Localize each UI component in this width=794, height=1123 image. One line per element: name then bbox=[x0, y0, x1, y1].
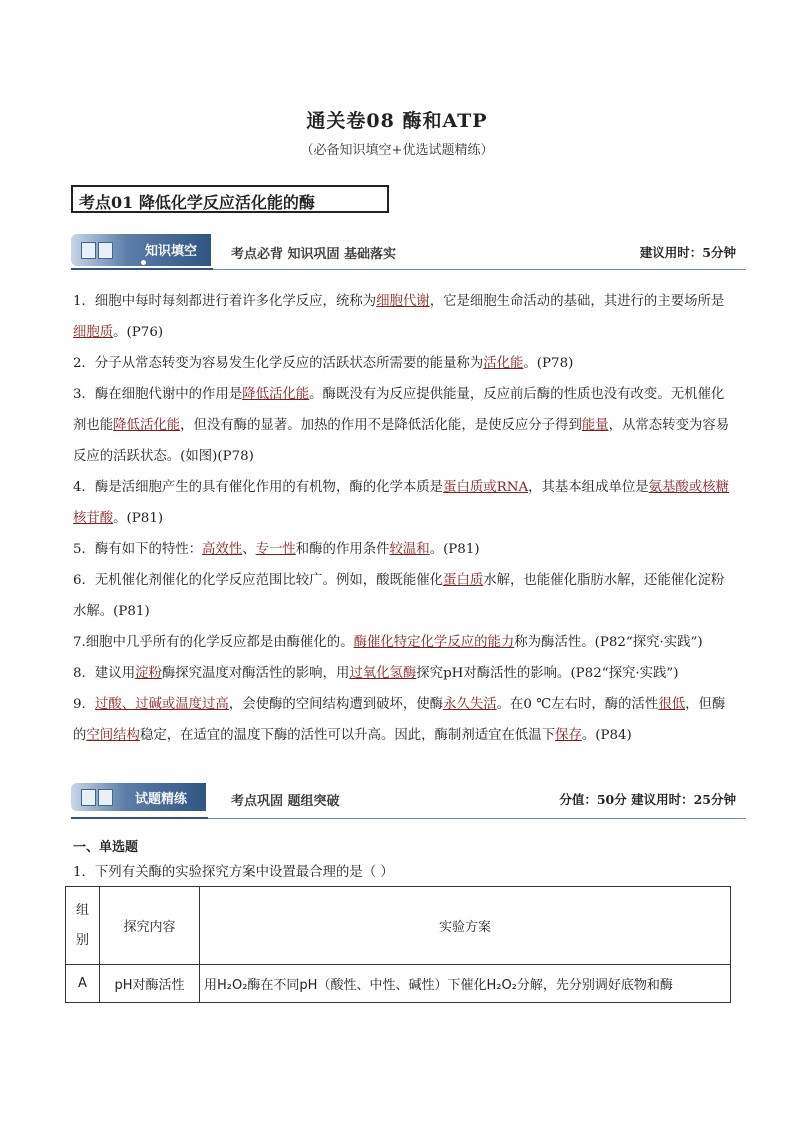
item-text: ，其基本组成单位是 bbox=[528, 480, 649, 495]
item-text: ，但没有酶的显著。加热的作用不是降低活化能，是使反应分子得到 bbox=[180, 418, 582, 433]
page-subtitle: （必备知识填空+优选试题精练） bbox=[300, 143, 494, 158]
row-content: pH对酶活性 bbox=[100, 965, 200, 1003]
item-text: 。酶既没有为反应提供能量，反应前后酶的性质也没有改变。无机催化剂也能 bbox=[73, 387, 725, 433]
row-group: A bbox=[66, 965, 100, 1003]
answer-blank: 专一性 bbox=[255, 542, 296, 557]
table-header-row bbox=[66, 887, 731, 965]
item-text: 3．酶在细胞代谢中的作用是 bbox=[73, 387, 243, 402]
item-text: ，会使酶的空间结构遭到破坏，使酶 bbox=[228, 697, 444, 712]
answer-blank: 很低 bbox=[658, 697, 686, 712]
experiment-table bbox=[65, 886, 731, 1003]
answer-blank: 永久失活 bbox=[443, 697, 497, 712]
answer-blank: 细胞代谢 bbox=[376, 294, 430, 309]
banner-divider-accent bbox=[71, 817, 208, 819]
item-text: 9． bbox=[73, 697, 95, 712]
kaodian-heading: 考点01 降低化学反应活化能的酶 bbox=[71, 185, 389, 213]
banner-divider-accent bbox=[71, 268, 213, 270]
answer-blank: 活化能 bbox=[483, 356, 524, 371]
answer-blank: 蛋白质或RNA bbox=[443, 480, 529, 495]
item-text: 7.细胞中几乎所有的化学反应都是由酶催化的。 bbox=[73, 635, 354, 650]
practice-banner bbox=[71, 783, 746, 819]
item-text: 。(P81) bbox=[429, 542, 480, 557]
banner-caption: 考点必背 知识巩固 基础落实 bbox=[231, 247, 397, 262]
knowledge-item-6 bbox=[73, 565, 733, 627]
banner-tab-label: 试题精练 bbox=[135, 792, 188, 807]
answer-blank: 降低活化能 bbox=[113, 418, 181, 433]
item-text: 。(P84) bbox=[581, 728, 632, 743]
section-heading: 一、单选题 bbox=[73, 840, 139, 855]
item-text: 。在0 ℃左右时，酶的活性 bbox=[496, 697, 659, 712]
dot-icon bbox=[141, 260, 146, 265]
answer-blank: 细胞质 bbox=[73, 325, 114, 340]
knowledge-item-4 bbox=[73, 472, 733, 534]
book-icon bbox=[81, 242, 115, 259]
item-text: 4．酶是活细胞产生的具有催化作用的有机物，酶的化学本质是 bbox=[73, 480, 444, 495]
row-plan: 用H₂O₂酶在不同pH（酸性、中性、碱性）下催化H₂O₂分解，先分别调好底物和酶 bbox=[200, 965, 731, 1003]
item-text: ，从常态转变为容易反应的活跃状态。(如图)(P78) bbox=[73, 418, 730, 464]
banner-caption: 考点巩固 题组突破 bbox=[231, 794, 340, 809]
knowledge-item-9 bbox=[73, 689, 733, 751]
answer-blank: 能量 bbox=[581, 418, 609, 433]
item-text: 5．酶有如下的特性： bbox=[73, 542, 203, 557]
answer-blank: 过氧化氢酶 bbox=[349, 666, 417, 681]
banner-tab-label: 知识填空 bbox=[145, 244, 198, 259]
answer-blank: 空间结构 bbox=[86, 728, 140, 743]
item-text: 酶探究温度对酶活性的影响，用 bbox=[161, 666, 350, 681]
item-text: 6．无机催化剂催化的化学反应范围比较广。例如，酸既能催化 bbox=[73, 573, 444, 588]
knowledge-item-1 bbox=[73, 286, 733, 348]
item-text: 、 bbox=[242, 542, 256, 557]
item-text: 。(P78) bbox=[523, 356, 574, 371]
answer-blank: 高效性 bbox=[202, 542, 243, 557]
page-title: 通关卷08 酶和ATP bbox=[306, 110, 488, 132]
answer-blank: 氨基酸或核糖核苷酸 bbox=[73, 480, 729, 526]
answer-blank: 淀粉 bbox=[135, 666, 162, 681]
book-icon bbox=[81, 789, 115, 806]
banner-score-time: 分值：50分 建议用时：25分钟 bbox=[559, 792, 736, 807]
item-text: 称为酶活性。(P82“探究·实践”) bbox=[514, 635, 703, 650]
table-row bbox=[66, 965, 731, 1003]
answer-blank: 保存 bbox=[555, 728, 582, 743]
answer-blank: 酶催化特定化学反应的能力 bbox=[353, 635, 515, 650]
banner-time: 建议用时：5分钟 bbox=[639, 245, 736, 260]
item-text: 。(P76) bbox=[113, 325, 164, 340]
item-text: ，它是细胞生命活动的基础，其进行的主要场所是 bbox=[429, 294, 725, 309]
item-text: 8．建议用 bbox=[73, 666, 136, 681]
knowledge-item-2 bbox=[73, 348, 733, 379]
knowledge-item-3 bbox=[73, 379, 733, 472]
item-text: 2．分子从常态转变为容易发生化学反应的活跃状态所需要的能量称为 bbox=[73, 356, 484, 371]
answer-blank: 蛋白质 bbox=[443, 573, 484, 588]
item-text: 探究pH对酶活性的影响。(P82“探究·实践”) bbox=[416, 666, 679, 681]
question-1: 1．下列有关酶的实验探究方案中设置最合理的是（ ） bbox=[73, 865, 394, 880]
item-text: 和酶的作用条件 bbox=[295, 542, 390, 557]
answer-blank: 降低活化能 bbox=[242, 387, 310, 402]
item-text: ，但酶的 bbox=[73, 697, 726, 743]
knowledge-item-7 bbox=[73, 627, 733, 658]
answer-blank: 较温和 bbox=[389, 542, 430, 557]
knowledge-item-8 bbox=[73, 658, 733, 689]
item-text: 。(P81) bbox=[113, 511, 164, 526]
answer-blank: 过酸、过碱或温度过高 bbox=[94, 697, 229, 712]
knowledge-item-5 bbox=[73, 534, 733, 565]
item-text: 水解，也能催化脂肪水解，还能催化淀粉水解。(P81) bbox=[73, 573, 725, 619]
knowledge-banner bbox=[71, 234, 746, 270]
item-text: 1．细胞中每时每刻都进行着许多化学反应，统称为 bbox=[73, 294, 377, 309]
header-group: 组别 bbox=[66, 887, 100, 965]
header-content: 探究内容 bbox=[100, 887, 200, 965]
header-plan: 实验方案 bbox=[200, 887, 731, 965]
item-text: 稳定，在适宜的温度下酶的活性可以升高。因此，酶制剂适宜在低温下 bbox=[139, 728, 556, 743]
